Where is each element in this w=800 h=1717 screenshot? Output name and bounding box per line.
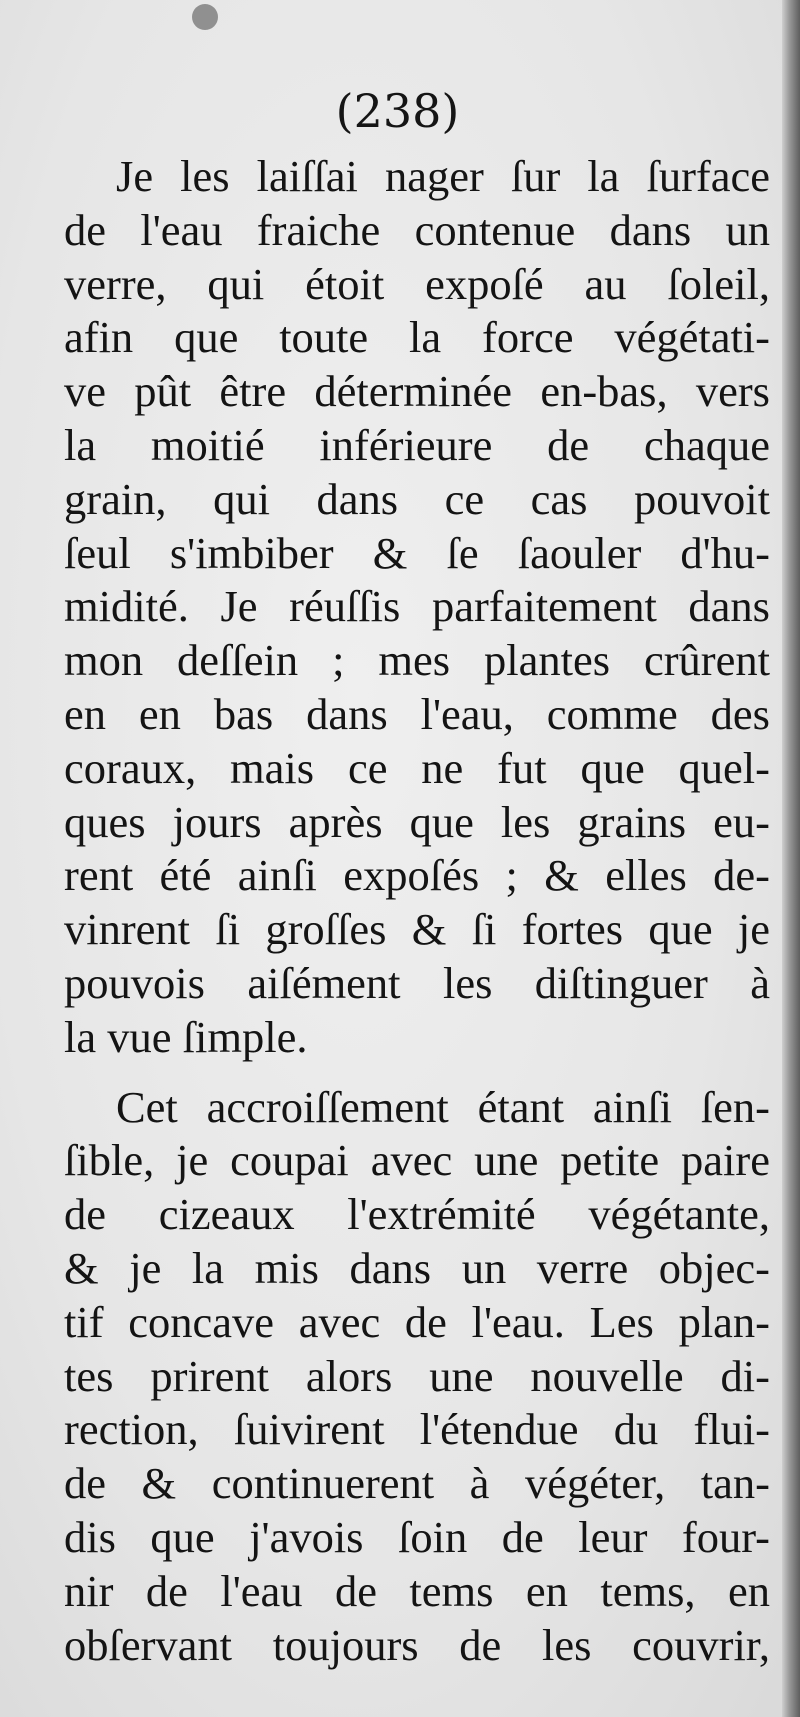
text-line: rent été ainſi expoſés ; & elles de-: [64, 850, 770, 901]
body-text: [64, 150, 770, 1672]
text-line: grain, qui dans ce cas pouvoit: [64, 473, 770, 524]
text-line: & je la mis dans un verre objec-: [64, 1242, 770, 1293]
text-line: afin que toute la force végétati-: [64, 312, 770, 363]
text-line: vinrent ſi groſſes & ſi fortes que je: [64, 904, 770, 955]
text-line: de l'eau fraiche contenue dans un: [64, 204, 770, 255]
ink-blot: [192, 4, 218, 30]
text-line: mon deſſein ; mes plantes crûrent: [64, 635, 770, 686]
text-line: en en bas dans l'eau, comme des: [64, 688, 770, 739]
text-line: dis que j'avois ſoin de leur four-: [64, 1511, 770, 1562]
text-line: tif concave avec de l'eau. Les plan-: [64, 1296, 770, 1347]
text-line: Je les laiſſai nager ſur la ſurface: [116, 151, 770, 201]
text-line: rection, ſuivirent l'étendue du flui-: [64, 1404, 770, 1455]
text-line: ſeul s'imbiber & ſe ſaouler d'hu-: [64, 527, 770, 578]
text-line: la vue ſimple.: [64, 1011, 308, 1062]
text-line: nir de l'eau de tems en tems, en: [64, 1565, 770, 1616]
text-line: ques jours après que les grains eu-: [64, 796, 770, 847]
text-line: de & continuerent à végéter, tan-: [64, 1458, 770, 1509]
text-line: ſible, je coupai avec une petite paire: [64, 1135, 770, 1186]
paragraph-2: [64, 1081, 770, 1673]
text-line: Cet accroiſſement étant ainſi ſen-: [116, 1081, 770, 1132]
text-line: midité. Je réuſſis parfaitement dans: [64, 581, 770, 632]
paragraph-1: [64, 150, 770, 1065]
page-number: (238): [335, 84, 460, 138]
text-line: de cizeaux l'extrémité végétante,: [64, 1189, 770, 1240]
text-line: coraux, mais ce ne fut que quel-: [64, 742, 770, 793]
text-line: ve pût être déterminée en-bas, vers: [64, 366, 770, 417]
page-edge-shadow: [782, 0, 800, 1717]
text-line: la moitié inférieure de chaque: [64, 419, 770, 470]
text-line: obſervant toujours de les couvrir,: [64, 1619, 770, 1670]
text-line: verre, qui étoit expoſé au ſoleil,: [64, 258, 770, 309]
text-line: pouvois aiſément les diſtinguer à: [64, 957, 770, 1008]
text-line: tes prirent alors une nouvelle di-: [64, 1350, 770, 1401]
